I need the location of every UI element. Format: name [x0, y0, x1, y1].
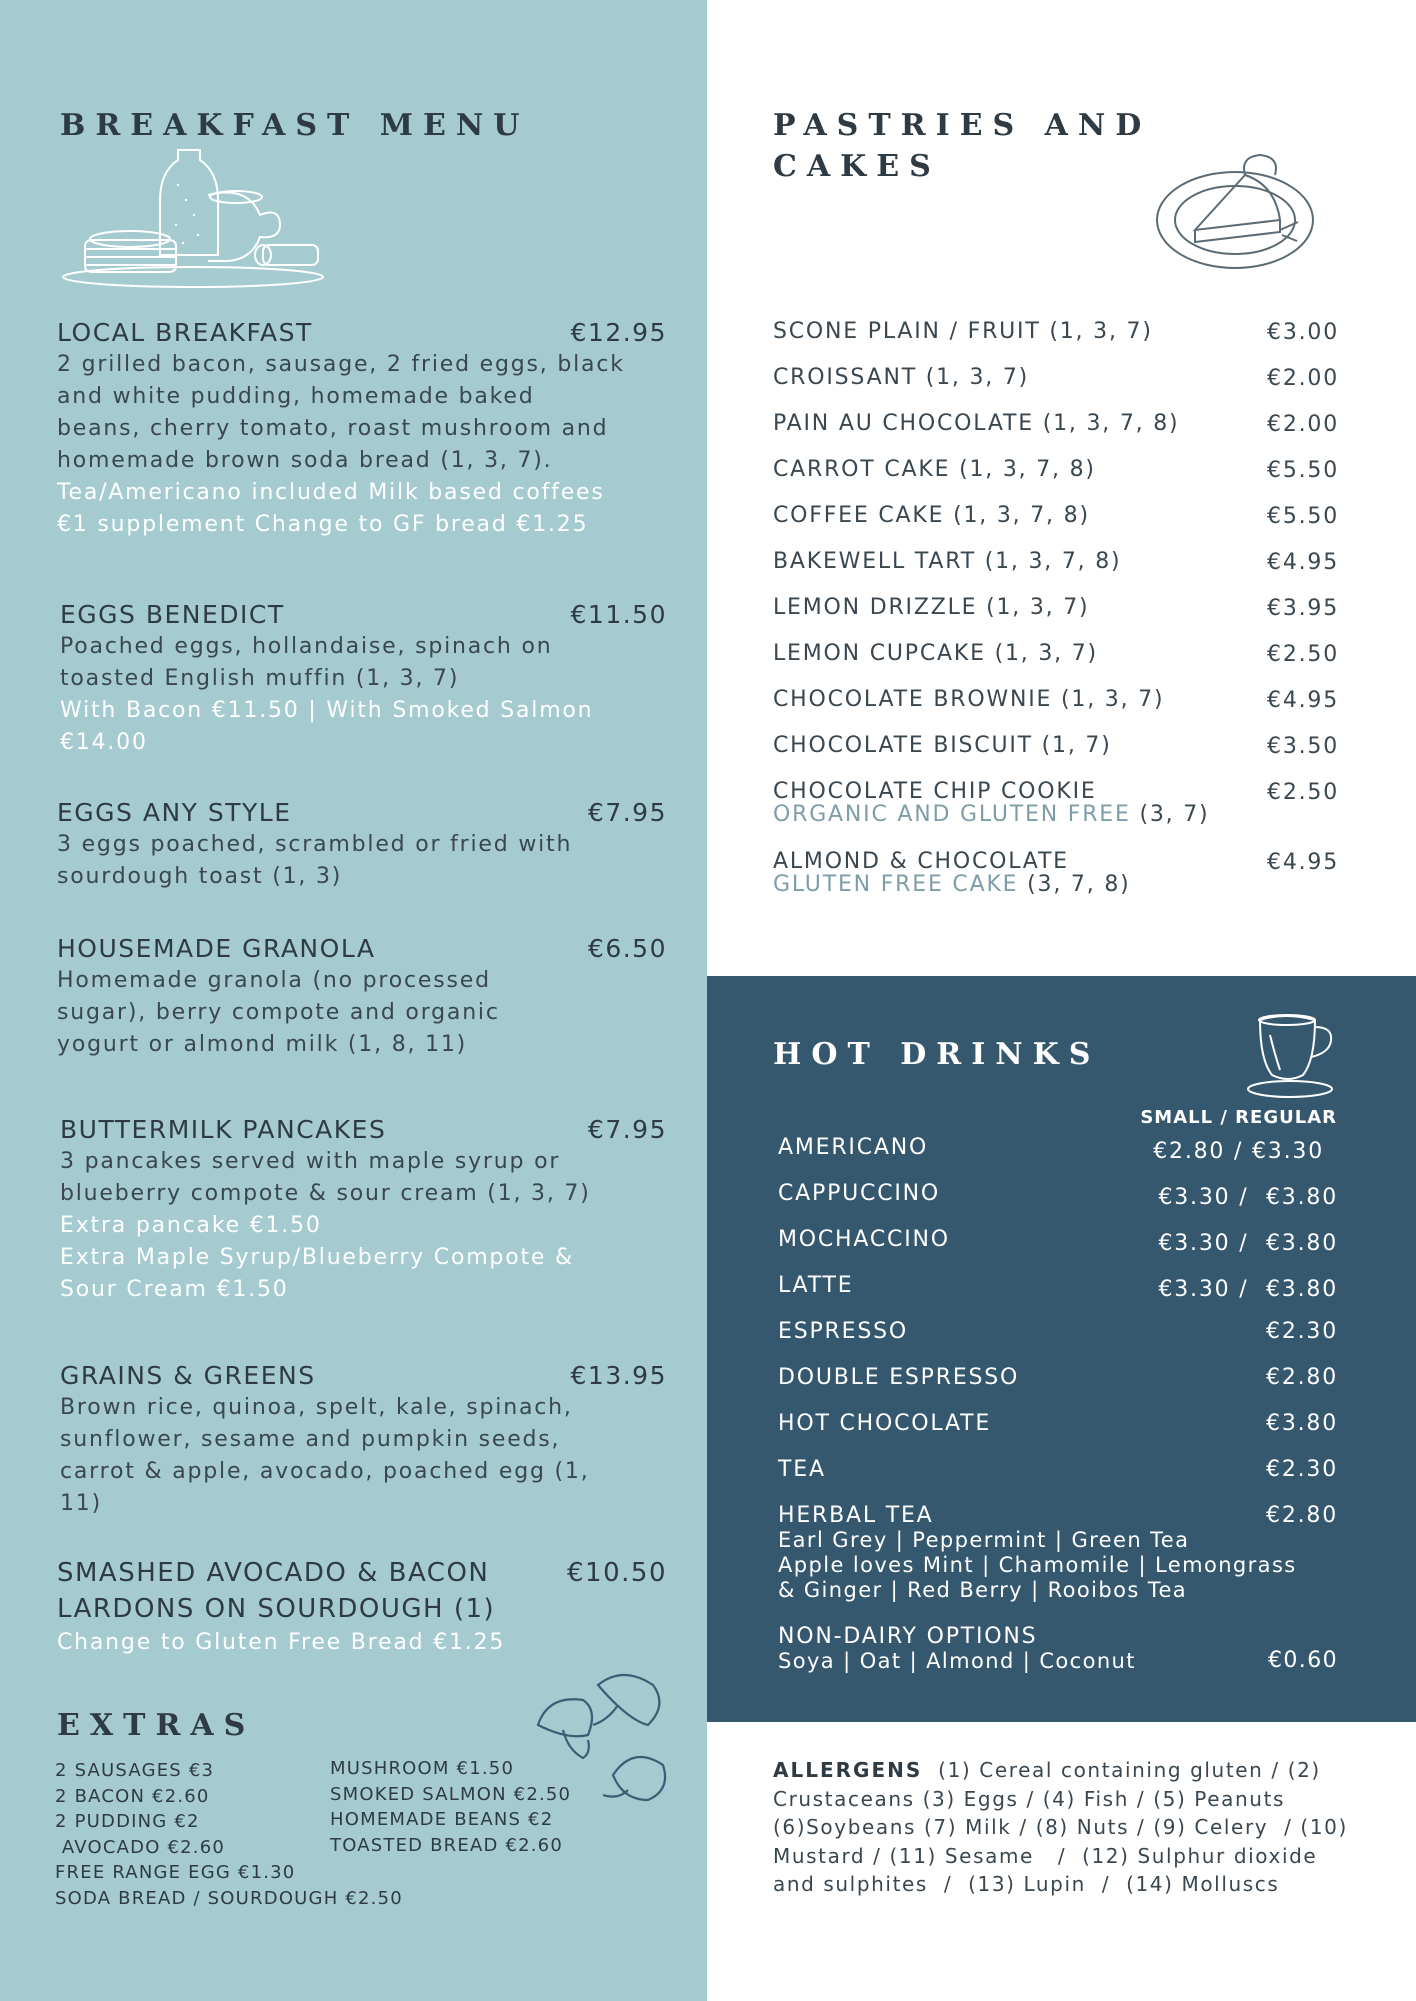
breakfast-illustration-icon — [58, 145, 358, 290]
item-name: EGGS BENEDICT — [60, 600, 285, 629]
item-name: GRAINS & GREENS — [60, 1361, 316, 1390]
drink-row — [778, 1228, 1338, 1274]
pastries-title-line2: CAKES — [773, 149, 941, 184]
drink-price: €2.80 — [1266, 1365, 1338, 1390]
drink-row — [778, 1458, 1338, 1504]
item-description: 2 grilled bacon, sausage, 2 fried eggs, black and white pudding, homemade baked beans, cherry tomato, roast mushroom and homemade brown soda bread (1, 3, 7). — [57, 352, 625, 473]
drink-name: MOCHACCINO — [778, 1227, 950, 1252]
drink-price: €2.30 — [1266, 1319, 1338, 1344]
pastry-row — [773, 320, 1339, 366]
drink-name: DOUBLE ESPRESSO — [778, 1365, 1020, 1390]
pastry-row — [773, 412, 1339, 458]
extra-item: SODA BREAD / SOURDOUGH €2.50 — [55, 1887, 403, 1909]
nondairy-options: Soya | Oat | Almond | Coconut — [778, 1649, 1136, 1673]
item-description: 3 pancakes served with maple syrup or blueberry compote & sour cream (1, 3, 7) — [60, 1149, 591, 1206]
pastry-allergens: (3, 7) — [1130, 802, 1210, 827]
extra-item: 2 SAUSAGES €3 — [55, 1760, 215, 1781]
drink-row — [778, 1649, 1338, 1673]
pastries-list — [773, 320, 1339, 910]
extra-item: AVOCADO €2.60 — [55, 1836, 226, 1858]
pastry-name: CROISSANT (1, 3, 7) — [773, 365, 1030, 390]
pastry-name: LEMON CUPCAKE (1, 3, 7) — [773, 641, 1098, 666]
drink-row — [778, 1625, 1338, 1649]
pastry-row — [773, 850, 1339, 910]
pastry-price: €3.95 — [1267, 596, 1339, 621]
pastry-row — [773, 458, 1339, 504]
pastry-row — [773, 596, 1339, 642]
pastry-name: ALMOND & CHOCOLATE — [773, 849, 1069, 874]
pastry-row — [773, 688, 1339, 734]
drink-price: €3.30 / €3.80 — [1158, 1231, 1338, 1256]
item-price: €13.95 — [570, 1361, 667, 1390]
menu-item — [60, 1360, 667, 1520]
pie-illustration-icon — [1150, 135, 1320, 275]
item-description: 3 eggs poached, scrambled or fried with sourdough toast (1, 3) — [57, 832, 573, 889]
menu-item — [60, 1114, 667, 1306]
item-price: €7.95 — [587, 798, 667, 827]
extra-item: SMOKED SALMON €2.50 — [330, 1783, 572, 1805]
pastry-allergens: (3, 7, 8) — [1018, 872, 1131, 897]
drink-name: ESPRESSO — [778, 1319, 908, 1344]
drink-row — [778, 1182, 1338, 1228]
pastry-row — [773, 780, 1339, 850]
pastry-price: €4.95 — [1267, 850, 1339, 875]
pastries-title — [773, 105, 1151, 187]
item-name: SMASHED AVOCADO & BACON LARDONS ON SOURDOUGH (1) — [57, 1558, 496, 1624]
menu-item — [60, 599, 667, 759]
pastry-price: €3.50 — [1267, 734, 1339, 759]
pastry-subtitle: ORGANIC AND GLUTEN FREE — [773, 802, 1131, 827]
extra-item: HOMEMADE BEANS €2 — [330, 1809, 554, 1830]
drink-row — [778, 1504, 1338, 1528]
extra-item: TOASTED BREAD €2.60 — [330, 1834, 563, 1856]
hot-drinks-list — [778, 1136, 1338, 1673]
drink-price: €2.80 / €3.30 — [1153, 1139, 1324, 1164]
drink-name: CAPPUCCINO — [778, 1181, 941, 1206]
item-description: Homemade granola (no processed sugar), berry compote and organic yogurt or almond milk (1, 8, 11) — [57, 968, 500, 1057]
item-price: €11.50 — [570, 600, 667, 629]
allergens-text — [773, 1756, 1356, 1899]
breakfast-title: BREAKFAST MENU — [60, 108, 530, 143]
mushroom-illustration-icon — [528, 1665, 678, 1815]
drink-price: €3.30 / €3.80 — [1158, 1277, 1338, 1302]
pastry-name: CARROT CAKE (1, 3, 7, 8) — [773, 457, 1096, 482]
pastry-price: €3.00 — [1267, 320, 1339, 345]
drink-name: AMERICANO — [778, 1135, 929, 1160]
size-header: SMALL / REGULAR — [1140, 1107, 1337, 1128]
item-price: €12.95 — [570, 318, 667, 347]
item-note: Tea/Americano included Milk based coffees €1 supplement Change to GF bread €1.25 — [57, 480, 605, 537]
menu-item — [57, 797, 667, 893]
hot-drinks-title: HOT DRINKS — [773, 1037, 1101, 1072]
pastry-row — [773, 734, 1339, 780]
item-note: With Bacon €11.50 | With Smoked Salmon €14.00 — [60, 698, 594, 755]
pastry-price: €4.95 — [1267, 550, 1339, 575]
pastry-row — [773, 504, 1339, 550]
pastry-name: BAKEWELL TART (1, 3, 7, 8) — [773, 549, 1122, 574]
drink-row — [778, 1366, 1338, 1412]
pastry-price: €5.50 — [1267, 458, 1339, 483]
item-name: LOCAL BREAKFAST — [57, 318, 313, 347]
extra-item: FREE RANGE EGG €1.30 — [55, 1862, 296, 1883]
pastry-name: COFFEE CAKE (1, 3, 7, 8) — [773, 503, 1090, 528]
pastry-price: €2.00 — [1267, 366, 1339, 391]
pastry-price: €2.50 — [1267, 642, 1339, 667]
extras-title: EXTRAS — [57, 1708, 256, 1743]
item-price: €6.50 — [587, 934, 667, 963]
item-note: Extra pancake €1.50 — [60, 1213, 322, 1238]
drink-price: €2.80 — [1266, 1503, 1338, 1528]
drink-row — [778, 1320, 1338, 1366]
extra-item: 2 BACON €2.60 — [55, 1785, 210, 1807]
item-name: HOUSEMADE GRANOLA — [57, 934, 376, 963]
drink-row — [778, 1274, 1338, 1320]
item-price: €10.50 — [567, 1558, 667, 1588]
pastry-row — [773, 550, 1339, 596]
pastry-price: €2.50 — [1267, 780, 1339, 805]
pastry-name: SCONE PLAIN / FRUIT (1, 3, 7) — [773, 319, 1153, 344]
pastry-name: CHOCOLATE BROWNIE (1, 3, 7) — [773, 687, 1165, 712]
extra-item: MUSHROOM €1.50 — [330, 1758, 515, 1779]
menu-item — [57, 933, 667, 1061]
drink-price: €3.30 / €3.80 — [1158, 1185, 1338, 1210]
drink-name: HERBAL TEA — [778, 1503, 934, 1528]
drink-name: LATTE — [778, 1273, 854, 1298]
drink-price: €2.30 — [1266, 1457, 1338, 1482]
pastry-name: CHOCOLATE BISCUIT (1, 7) — [773, 733, 1112, 758]
pastry-price: €2.00 — [1267, 412, 1339, 437]
menu-item — [57, 1555, 667, 1659]
allergens-list: (1) Cereal containing gluten / (2) Crustaceans (3) Eggs / (4) Fish / (5) Peanuts (6)Soybeans (7) Milk / (8) Nuts / (9) Celery / (10) Mustard / (11) Sesame / (12) Sulphur dioxide and sulphites / (13) Lupin / (14) Molluscs — [773, 1758, 1356, 1896]
item-description: Brown rice, quinoa, spelt, kale, spinach, sunflower, sesame and pumpkin seeds, carrot & apple, avocado, poached egg (1, 11) — [60, 1395, 590, 1516]
item-note: Change to Gluten Free Bread €1.25 — [57, 1630, 506, 1655]
pastry-row — [773, 642, 1339, 688]
drink-name: NON-DAIRY OPTIONS — [778, 1624, 1038, 1649]
allergens-label: ALLERGENS — [773, 1758, 923, 1782]
herbal-tea-options: Apple loves Mint | Chamomile | Lemongrass — [778, 1553, 1297, 1577]
pastry-price: €5.50 — [1267, 504, 1339, 529]
pastry-subtitle: GLUTEN FREE CAKE — [773, 872, 1019, 897]
pastry-name: LEMON DRIZZLE (1, 3, 7) — [773, 595, 1090, 620]
pastry-name: CHOCOLATE CHIP COOKIE — [773, 779, 1097, 804]
drink-price: €3.80 — [1266, 1411, 1338, 1436]
item-description: Poached eggs, hollandaise, spinach on toasted English muffin (1, 3, 7) — [60, 634, 553, 691]
drink-name: HOT CHOCOLATE — [778, 1411, 992, 1436]
herbal-tea-options: & Ginger | Red Berry | Rooibos Tea — [778, 1578, 1188, 1602]
item-note: Extra Maple Syrup/Blueberry Compote & Sour Cream €1.50 — [60, 1245, 574, 1302]
item-name: EGGS ANY STYLE — [57, 798, 292, 827]
item-name: BUTTERMILK PANCAKES — [60, 1115, 387, 1144]
drink-row — [778, 1136, 1338, 1182]
drink-price: €0.60 — [1268, 1648, 1338, 1673]
menu-item — [57, 317, 667, 541]
pastry-row — [773, 366, 1339, 412]
pastry-price: €4.95 — [1267, 688, 1339, 713]
drink-row — [778, 1412, 1338, 1458]
coffee-cup-illustration-icon — [1245, 1005, 1345, 1105]
extra-item: 2 PUDDING €2 — [55, 1811, 200, 1832]
item-price: €7.95 — [587, 1115, 667, 1144]
pastry-name: PAIN AU CHOCOLATE (1, 3, 7, 8) — [773, 411, 1180, 436]
drink-name: TEA — [778, 1457, 826, 1482]
herbal-tea-options: Earl Grey | Peppermint | Green Tea — [778, 1528, 1190, 1552]
pastries-title-line1: PASTRIES AND — [773, 108, 1152, 143]
